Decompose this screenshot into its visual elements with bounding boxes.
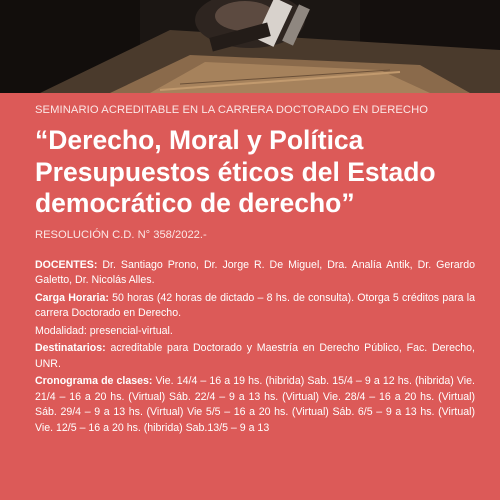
destinatarios-value: acreditable para Doctorado y Maestría en Derecho Público, Fac. Derecho, UNR. (35, 342, 475, 370)
destinatarios-paragraph (35, 341, 475, 372)
cronograma-value: Vie. 14/4 – 16 a 19 hs. (hibrida) Sab. 15/4 – 9 a 12 hs. (hibrida) Vie. 21/4 – 16 a 20 hs. (Virtual) Sáb. 22/4 – 9 a 13 hs. (Virtual) Vie. 28/4 – 16 a 20 hs. (Virtual) Sáb. 29/4 – 9 a 13 hs. (Virtual) Vie 5/5 – 16 a 20 hs. (Virtual) Sáb. 6/5 – 9 a 13 hs. (Virtual) Vie. 12/5 – 16 a 20 hs. (hibrida) Sab.13/5 – 9 a 13 (35, 375, 475, 434)
carga-paragraph (35, 291, 475, 322)
modalidad-paragraph: Modalidad: presencial-virtual. (35, 324, 173, 337)
docentes-label: DOCENTES: (35, 258, 98, 271)
resolution-number: RESOLUCIÓN C.D. N° 358/2022.- (35, 228, 207, 241)
docentes-value: Dr. Santiago Prono, Dr. Jorge R. De Miguel, Dra. Analía Antik, Dr. Gerardo Galetto, Dr. Nicolás Alles. (35, 258, 475, 286)
gavel-on-wood-photo-icon (0, 0, 500, 93)
seminar-details (35, 258, 475, 437)
carga-label: Carga Horaria: (35, 291, 109, 304)
docentes-paragraph (35, 258, 475, 289)
header-photo (0, 0, 500, 93)
carga-value: 50 horas (42 horas de dictado – 8 hs. de consulta). Otorga 5 créditos para la carrera Doctorado en Derecho. (35, 291, 475, 319)
seminar-kicker: SEMINARIO ACREDITABLE EN LA CARRERA DOCTORADO EN DERECHO (35, 104, 429, 116)
cronograma-label: Cronograma de clases: (35, 375, 153, 387)
flyer-content (35, 98, 475, 438)
seminar-title: “Derecho, Moral y Política Presupuestos éticos del Estado democrático de derecho” (35, 125, 436, 218)
cronograma-paragraph (35, 374, 475, 436)
destinatarios-label: Destinatarios: (35, 342, 106, 354)
